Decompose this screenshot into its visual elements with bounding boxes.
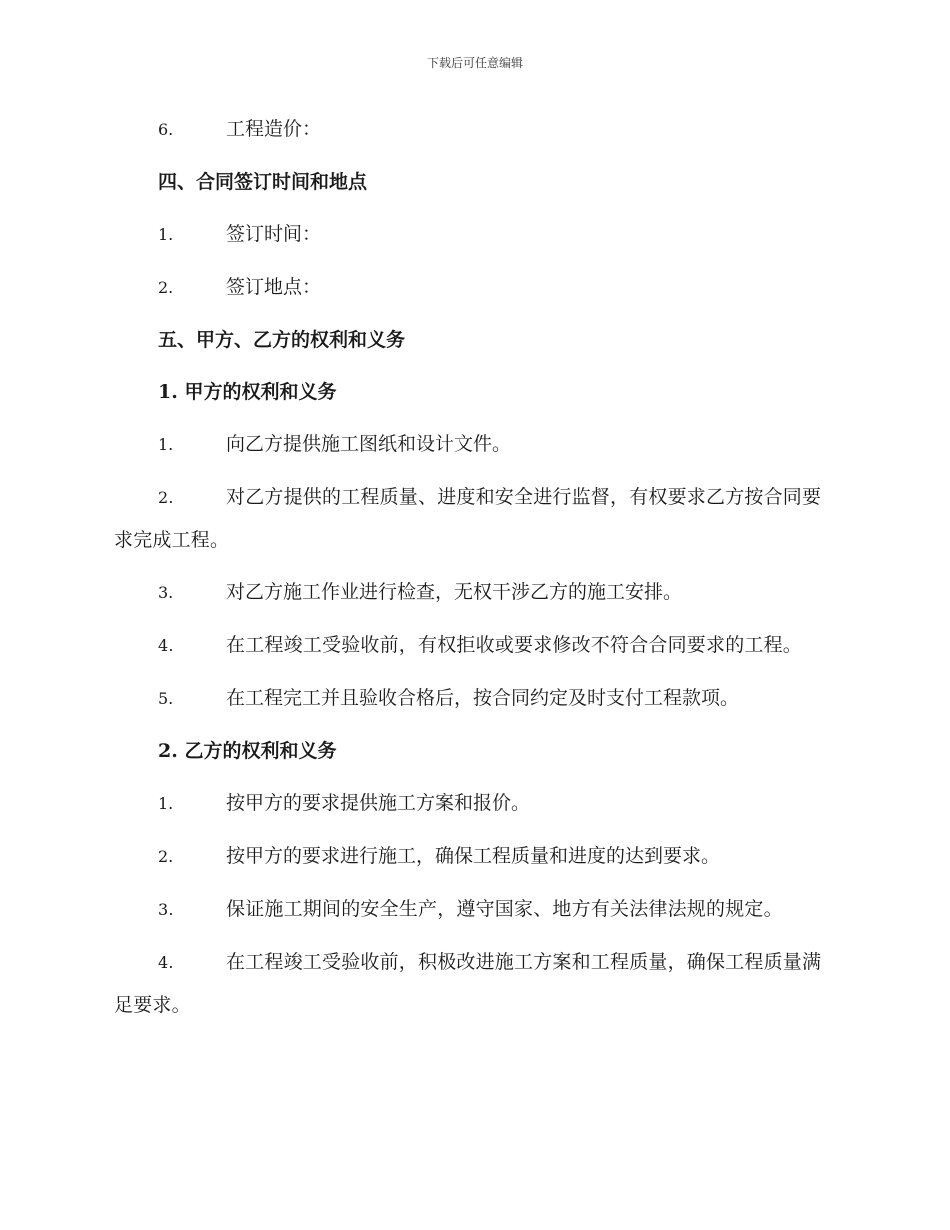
item-number: 2. [158,488,174,507]
list-item [114,624,834,667]
item-number: 4. [158,636,174,655]
list-item [114,941,834,1026]
list-item [114,476,834,561]
item-number: 1. [158,435,174,454]
item-text: 在工程竣工受验收前，有权拒收或要求修改不符合合同要求的工程。 [226,634,803,656]
item-text: 签订时间： [226,223,322,245]
page-header: 下载后可任意编辑 [426,56,523,70]
section-heading: 四、合同签订时间和地点 [158,171,368,193]
item-number: 1. [158,794,174,813]
list-item [114,266,834,309]
item-text: 对乙方施工作业进行检查，无权干涉乙方的施工安排。 [226,581,683,603]
list-item [114,888,834,931]
list-item [114,835,834,878]
list-item [114,571,834,614]
item-text: 在工程完工并且验收合格后，按合同约定及时支付工程款项。 [226,687,740,709]
item-text: 在工程竣工受验收前，积极改进施工方案和工程质量，确保工程质量满足要求。 [114,951,822,1016]
list-item [114,423,834,466]
item-text: 签订地点： [226,276,322,298]
item-number: 1. [158,225,174,244]
item-number: 6. [158,120,174,139]
subsection-heading: 2. 乙方的权利和义务 [158,740,337,762]
item-number: 2. [158,847,174,866]
item-number: 4. [158,953,174,972]
item-text: 工程造价： [226,118,322,140]
list-item [114,782,834,825]
document-body [114,108,834,1036]
item-number: 3. [158,900,174,919]
section-heading: 五、甲方、乙方的权利和义务 [158,329,406,351]
list-item [114,213,834,256]
item-number: 2. [158,278,174,297]
list-item [114,677,834,720]
item-number: 5. [158,689,174,708]
item-text: 向乙方提供施工图纸和设计文件。 [226,433,512,455]
item-text: 对乙方提供的工程质量、进度和安全进行监督，有权要求乙方按合同要求完成工程。 [114,486,822,551]
list-item [114,108,834,151]
item-number: 3. [158,583,174,602]
item-text: 按甲方的要求进行施工，确保工程质量和进度的达到要求。 [226,845,721,867]
item-text: 保证施工期间的安全生产，遵守国家、地方有关法律法规的规定。 [226,898,783,920]
item-text: 按甲方的要求提供施工方案和报价。 [226,792,531,814]
subsection-heading: 1. 甲方的权利和义务 [158,381,337,403]
